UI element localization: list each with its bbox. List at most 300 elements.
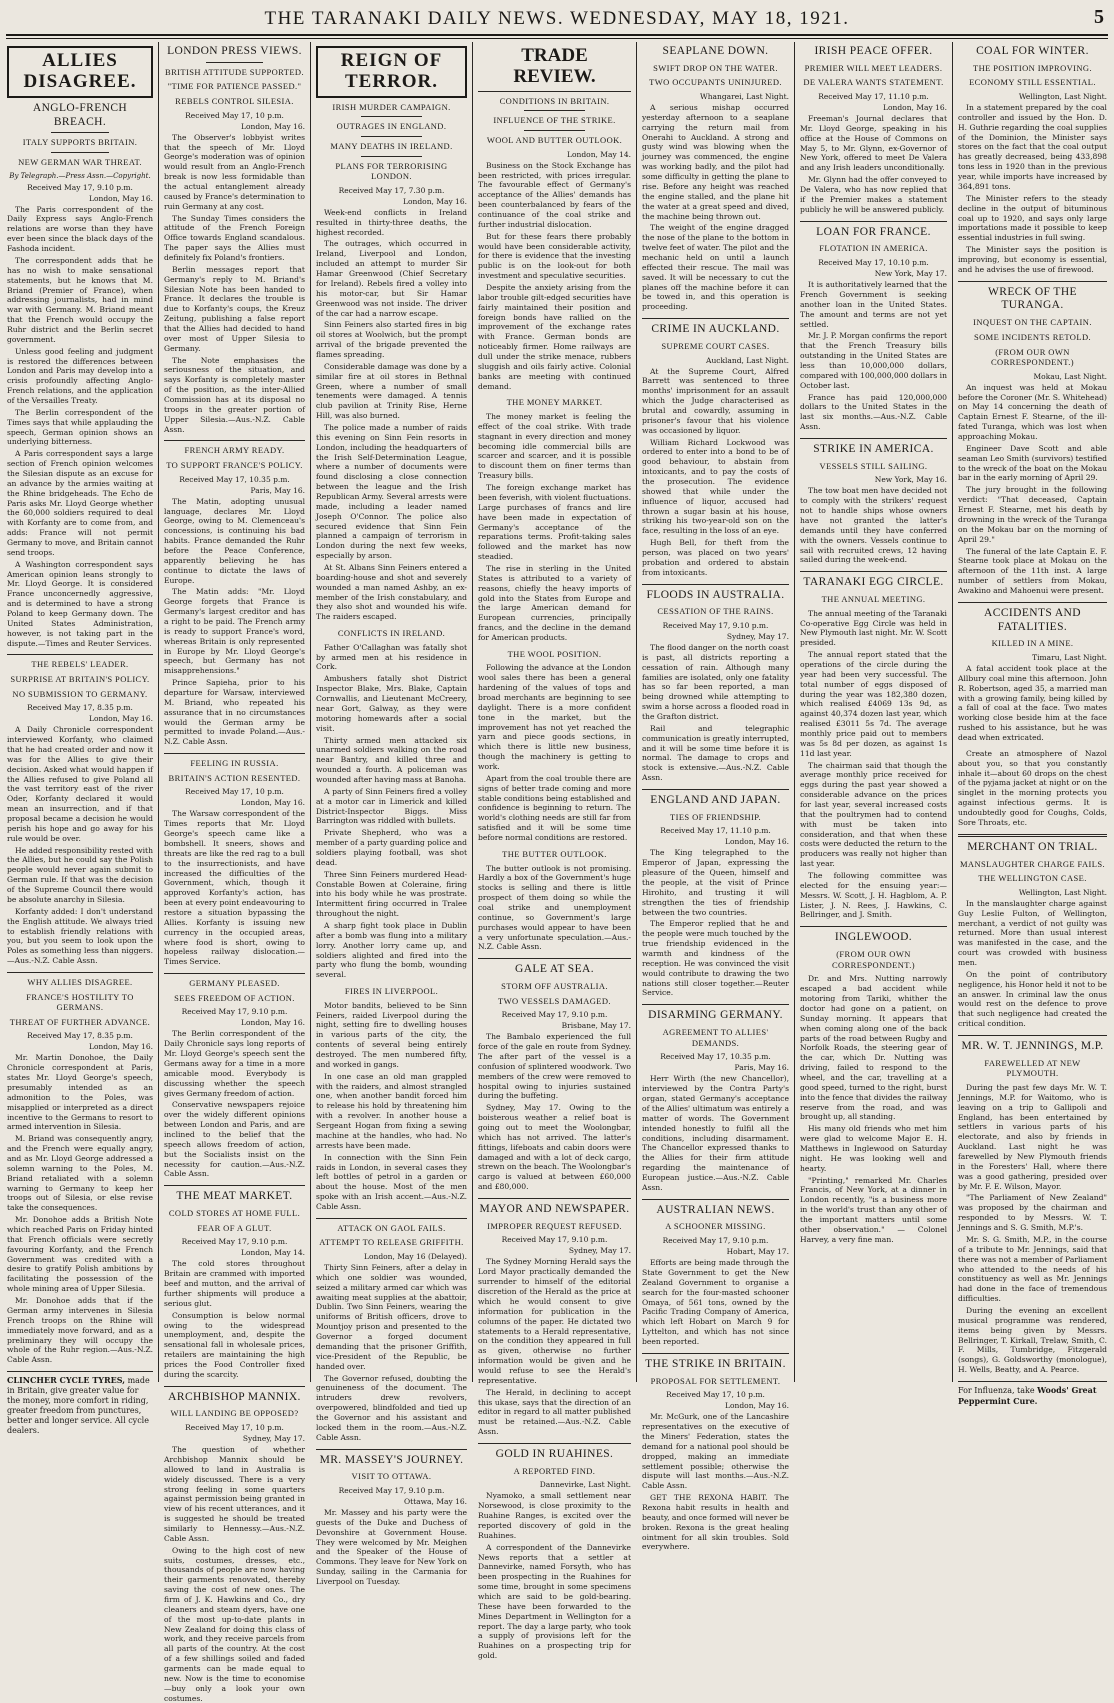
subheadline: FRANCE'S HOSTILITY TO GERMANS. [26,991,134,1013]
article-body [316,1263,467,1442]
article-strike-in-britain [642,1358,789,1552]
paragraph: A serious mishap occurred yesterday afternoon to a seaplane carrying the return mail from Onerahi to Auckland. A strong and gusty wind was blowing when the journey was commenced, the engine was working badly, and the pilot had some difficulty in getting the plane to rise. Before any height was reached the engine stalled, and the plane hit the water at a great speed and dived, the machine being thrown out. [642,103,789,221]
paragraph: During the evening an excellent musical programme was rendered, items being given by Messrs. Bellringer, T. Kirkall, Trelaw, Smith, C. F. Mills, Tumbridge, Fitzgerald (songs), G. Goldsworthy (monologue), H. Wells, Beatty, and A. Pearce. [958,1305,1107,1375]
headline: TARANAKI EGG CIRCLE. [803,576,944,589]
article-fires-in-liverpool [316,986,467,1212]
paragraph: Mr. Donohoe adds that if the German army intervenes in Silesia French troops on the Rhine will immediately move forward, and as a preliminary they will occupy the whole of the Ruhr region.—Aus.-N.Z. Cable Assn. [7,1296,153,1365]
paragraph: The Herald, in declining to accept this ukase, says that the direction of an editor in regard to all matter published must be retained.—Aus.-N.Z. Cable Assn. [478,1387,631,1437]
subheadline: A REPORTED FIND. [513,1465,596,1476]
paragraph: Despite the anxiety arising from the labor trouble gilt-edged securities have fairly maintained their position and foreign bonds have rallied on the improvement of the exchange rates with France. German bonds are noticeably firmer. Home railways are dull under the strike menace, rubbers sluggish and oils fairly active. Colonial banks are meeting with continued demand. [478,282,631,391]
paragraph: On the point of contributory negligence, his Honor held it not to be an answer. In criminal law the onus would rest on the defence to prove that such negligence had created the critical condition. [958,969,1107,1029]
headline: GALE AT SEA. [514,963,595,976]
article-body [958,103,1107,275]
divider [642,1004,789,1005]
paragraph: Following the advance at the London wool sales there has been a general hardening of the values of tops and broad merchants are beginning to see daylight. There is a more confident tone in the market, but the improvement has not yet reached the yarn and piece goods sections, in which there is little new business, though the machinery is getting to work. [478,663,631,772]
headline: GOLD IN RUAHINES. [495,1447,614,1460]
paragraph: The question of whether Archbishop Mannix should be allowed to land in Australia is widely discussed. There is a very strong feeling in some quarters against permission being granted in view of his recent utterances, and it is suggested he should be treated similarly to Hennessy.—Aus.-N.Z. Cable Assn. [164,1445,305,1543]
newspaper-title: THE TARANAKI DAILY NEWS. WEDNESDAY, MAY 18, 1921. [264,8,850,29]
paragraph: In the manslaughter charge against Guy Leslie Fulton, of Wellington, merchant, a verdict of not guilty was returned. More than usual interest was manifested in the case, and the court was crowded with business men. [958,898,1107,967]
subheadline: VESSELS STILL SAILING. [819,460,928,471]
divider [642,1353,789,1354]
article-gold-in-ruahines [478,1448,631,1661]
headline: DISARMING GERMANY. [648,1009,783,1022]
masthead-rule [6,38,1108,39]
paragraph: The Paris correspondent of the Daily Express says Anglo-French relations are worse than they have ever been since the black days of the Fashoda incident. [7,204,153,254]
paragraph: A Washington correspondent says American opinion leans strongly to Mr. Lloyd George. It is considered France unconcernedly aggressive, and is determined to have a strong Poland to keep Germany down. The United States Administration, however, is not taking part in the dispute.—Times and Reuter Services. [7,559,153,648]
dateline: Sydney, May 17. [726,631,789,641]
column-6 [794,42,952,1382]
paragraph: Mr. Donohoe adds a British Note which reached Paris on Friday hinted that French officials were secretly favouring Korfanty, and the French Government was credited with a desire to gratify Polish ambitions by facilitating the possession of the whole mining area of Upper Silesia. [7,1215,153,1294]
divider [800,221,947,222]
dateline: London, May 14. [567,149,631,159]
article-body [164,1445,305,1703]
paragraph: But for these fears there probably would have been considerable activity, for there is evidence that the investing public is on the look-out for both investment and speculative securities. [478,231,631,281]
headline: LONDON PRESS VIEWS. [167,45,302,57]
page-number: 5 [1094,6,1104,28]
dateline: Brisbane, May 17. [561,1021,631,1031]
paragraph: Private Shepherd, who was a member of a party guarding police and soldiers playing football, was shot dead. [316,828,467,867]
article-meat-market [164,1190,305,1379]
divider [316,1218,467,1219]
article-coal-for-winter [958,45,1107,275]
headline: STRIKE IN AMERICA. [813,442,934,455]
paragraph: The rise in sterling in the United States is attributed to a variety of reasons, chiefly the heavy imports of gold into the States from Europe and the large American demand for European currencies, principally francs, and the decline in the demand for American products. [478,563,631,642]
article-floods-in-australia [642,589,789,783]
headline: GERMANY PLEASED. [189,978,280,989]
subheadline: PREMIER WILL MEET LEADERS. [804,62,943,73]
subheadline: SURPRISE AT BRITAIN'S POLICY. [10,674,150,685]
received-line: Received May 17, 10 p.m. [185,787,284,797]
subheadline: PROPOSAL FOR SETTLEMENT. [650,1375,781,1386]
paragraph: A correspondent of the Dannevirke News reports that a settler at Dannevirke, named Forsyth, who has been prospecting in the Ruahines for some time, brought in some specimens which are said to be gold-bearing. These have been forwarded to the Mines Department in Wellington for a report. The day a large party, who took a supply of provisions left for the Ruahines on a prospecting trip for gold. [478,1542,631,1661]
paragraph: The Minister refers to the steady decline in the output of bituminous coal up to 1920, and says only large importations made it possible to keep essential industries in full swing. [958,193,1107,243]
paragraph: Mr. McGurk, one of the Lancashire representatives on the executive of the Miners' Federation, states the demand for a national pool should be dropped, making an immediate settlement possible; otherwise the dispute will last months.—Aus.-N.Z. Cable Assn. [642,1412,789,1491]
headline: INGLEWOOD. [834,931,913,944]
article-wool-position [478,649,631,843]
headline: ALLIES DISAGREE. [7,46,153,98]
headline: THE MEAT MARKET. [176,1190,293,1203]
article-crime-in-auckland [642,323,789,577]
received-line: Received May 17, 10.10 p.m. [818,258,929,268]
paragraph: France has paid 120,000,000 dollars to the United States in the last six months.—Aus.-N.Z. Cable Assn. [800,392,947,432]
received-line: Received May 17, 9.10 p.m. [662,620,769,630]
subheadline: SUPREME COURT CASES. [661,340,770,351]
divider [164,753,305,754]
article-rebels-leader [7,659,153,966]
subheadline: ITALY SUPPORTS BRITAIN. [22,137,138,148]
divider [478,958,631,959]
article-body [164,809,305,967]
divider [800,571,947,572]
headline: REIGN OF TERROR. [316,46,467,98]
paragraph: Father O'Callaghan was fatally shot by armed men at his residence in Cork. [316,642,467,672]
headline: THE MONEY MARKET. [506,397,603,408]
dateline: Sydney, May 17. [568,1246,631,1256]
article-body [316,208,467,622]
article-body [642,103,789,312]
received-line: Received May 17, 9.10 p.m. [27,182,133,192]
article-body [958,1083,1107,1375]
dateline: Hobart, May 17. [726,1247,789,1257]
paragraph: The Sydney Morning Herald says the Lord Mayor practically demanded the surrender to himself of the editorial discretion of the Herald as the price at which he would consent to give information for publication in the columns of the paper. He dictated two statements to a Herald representative, on the condition they appeared in full as given, otherwise no further information would be given and he would refuse to see the Herald's representative. [478,1257,631,1385]
subheadline: NEW GERMAN WAR THREAT. [18,157,142,167]
subheadline: CESSATION OF THE RAINS. [657,606,774,617]
subheadline: THE WELLINGTON CASE. [978,873,1087,884]
article-strike-in-america [800,443,947,565]
paragraph: The Governor refused, doubting the genuineness of the document. The intruders drew revolvers, overpowered, blindfolded and tied up the Governor and his assistant and locked them in the room.—Aus.-N.Z. Cable Assn. [316,1373,467,1442]
divider [958,834,1107,837]
paragraph: The annual report stated that the operations of the circle during the year had been very successful. The total number of eggs disposed of during the year was 182,380 dozen, which realised £4069 13s 9d, as against 40,374 dozen last year, which realised £3011 5s 7d. The average monthly price paid out to members was 5s 8d per dozen, as against 1s 11d last year. [800,650,947,758]
subheadline: PLANS FOR TERRORISING LONDON. [335,160,448,182]
divider [164,1386,305,1387]
dateline: London, May 16. [725,837,789,847]
headline: AUSTRALIAN NEWS. [656,1203,775,1216]
column-7 [952,42,1112,1406]
article-body [958,664,1107,743]
received-line: Received May 17, 10 p.m. [185,110,284,120]
subheadline: TWO VESSELS DAMAGED. [498,995,611,1006]
paragraph: The Observer's lobbyist writes that the speech of Mr. Lloyd George's moderation was of opinion would result from an Anglo-French break is now less formidable than the actual entanglement already caused by France's determination to ruin Germany at any cost. [164,132,305,211]
paragraph: GET THE REXONA HABIT. The Rexona habit results in health and beauty, and once formed will never be broken. Rexona is the great healing ointment for all skin troubles. Sold everywhere. [642,1493,789,1552]
paragraph: The tow boat men have decided not to comply with the strikers' request not to handle ships whose owners have not granted the latter's demands until they have conferred with the owners. Vessels continue to sail with recruited crews, 12 having sailed during the week-end. [800,486,947,565]
divider [524,110,585,111]
divider [164,440,305,441]
paragraph: Conservative newspapers rejoice over the widely different opinions between London and Paris, and are inclined to the belief that the speech allows freedom of action, but the Socialists insist on the necessity for caution.—Aus.-N.Z. Cable Assn. [164,1100,305,1179]
paragraph: Ambushers fatally shot District Inspector Blake, Mrs. Blake, Captain Cornwallis, and Lieutenant McCreery, near Gort, Galway, as they were motoring homewards after a social visit. [316,674,467,733]
paragraph: The Matin, adopting unusual language, declares Mr. Lloyd George, owing to M. Clemenceau's concessions, is continuing his bad habits. France demanded the Ruhr before the Peace Conference, apparently believing he has continue to dictate the laws of Europe. [164,496,305,585]
column-4 [472,42,636,1661]
article-allies-disagree [7,46,153,648]
byline: By Telegraph.—Press Assn.—Copyright. [9,171,151,180]
article-taranaki-egg-circle [800,576,947,920]
article-body [642,643,789,783]
paragraph: Mr. Glynn had the offer conveyed to De Valera, who has now replied that if the Premier makes a statement publicly he will be answered publicly. [800,175,947,214]
subheadline: "TIME FOR PATIENCE PASSED." [167,81,302,92]
paragraph: The Warsaw correspondent of the Times reports that Mr. Lloyd George's speech came like a bombshell. It sneers, shows and threats are like the red rag to a bull to the insurrectionists, and have increased the difficulties of the Government, which, though it approved Korfanty's action, has been at every point endeavouring to restore a situation bypassing the Allies. Korfanty is issuing new currency in the occupied areas, where food is short, owing to hopeless railway dislocation.—Times Service. [164,809,305,967]
received-line: Received May 17, 9.10 p.m. [501,1010,608,1020]
subheadline: TIES OF FRIENDSHIP. [670,811,761,822]
headline: TRADE REVIEW. [478,46,631,92]
article-body [478,1257,631,1436]
paragraph: Week-end conflicts in Ireland resulted in thirty-three deaths, the highest recorded. [316,207,467,237]
subheadline: MANSLAUGHTER CHARGE FAILS. [959,858,1106,869]
paragraph: Mr. Martin Donohoe, the Daily Chronicle correspondent at Paris, states Mr. Lloyd George's speech, presumably intended as an admonition to the Poles, was misapplied or interpreted as a direct incentive to the Germans to resort to armed intervention in Silesia. [7,1053,153,1132]
paragraph: Dr. and Mrs. Nutting narrowly escaped a bad accident while motoring from Tariki, whither the doctor had gone on a patient, on Sunday morning. It appears that when coming along one of the back parts of the road between Rugby and Norfolk Roads, the steering gear of the car, which Dr. Nutting was driving, failed to respond to the wheel, and the car, travelling at a good speed, turned to the right, burst into the fence that divides the railway reserve from the road, and was brought up, all standing. [800,974,947,1122]
article-wreck-of-turanga [958,286,1107,596]
dateline: London, May 16 (Delayed). [364,1252,467,1262]
subheadline: FEAR OF A GLUT. [197,1222,272,1233]
ad-brand: CLINCHER CYCLE TYRES, [7,1375,126,1386]
paragraph: The Emperor replied that he and the people were much touched by the true friendship evidenced in the warmth and kindness of the reception. He was convinced the visit would contribute to drawing the two nations still closer together.—Reuter Service. [642,919,789,998]
subheadline: (FROM OUR OWN CORRESPONDENT.) [990,346,1075,368]
ad-text: made in Britain, give greater value for the money, more comfort in riding, greater freedom from punctures, better and longer service. All cycle dealers. [7,1376,150,1436]
column-5 [636,42,794,1552]
article-body [800,114,947,215]
article-massey-journey [316,1454,467,1587]
article-inglewood [800,931,947,1244]
headline: FIRES IN LIVERPOOL. [344,986,439,997]
received-line: Received May 17, 9.10 p.m. [501,1235,608,1245]
subheadline: THE POSITION IMPROVING. [973,62,1092,73]
headline: ARCHBISHOP MANNIX. [168,1390,301,1403]
paragraph: The police made a number of raids this evening on Sinn Fein resorts in London, including the headquarters of the Irish Self-Determination League, where a number of documents were found disclosing a close connection between the league and the Irish Republican Army. Several arrests were made, including a leader named Joseph O'Connor. The police also secured evidence that Sinn Fein planned a campaign of terrorism in London during the next few weeks, especially by arson. [316,422,467,561]
subheadline: FAREWELLED AT NEW PLYMOUTH. [984,1057,1081,1079]
paragraph: Prince Sapieha, prior to his departure for Warsaw, interviewed M. Briand, who repeated his assurance that in no circumstances would the German army be permitted to invade Poland.—Aus.-N.Z. Cable Assn. [164,678,305,747]
subheadline: WILL LANDING BE OPPOSED? [170,1408,299,1419]
dateline: Mokau, Last Night. [1033,371,1107,381]
divider [958,281,1107,282]
divider [642,318,789,319]
dateline: Paris, May 16. [250,485,305,495]
dateline: New York, May 16. [874,475,947,485]
dateline: London, May 14. [241,1248,305,1258]
paragraph: Thirty armed men attacked six unarmed soldiers walking on the road near Bantry, and killed three and wounded a fourth. A policeman was wounded after having mass at Banoha. [316,735,467,784]
divider [206,62,262,63]
subheadline: OUTRAGES IN ENGLAND. [336,121,447,132]
subheadline: STORM OFF AUSTRALIA. [501,981,608,992]
paragraph: William Richard Lockwood was ordered to enter into a bond to be of good behaviour, to abstain from intoxicants, and to pay the costs of the prosecution. The evidence showed that while under the influence of liquor, accused had thrown a sugar basin at his house, striking his two-year-old son on the face, resulting in the loss of an eye. [642,437,789,536]
paragraph: The Matin adds: "Mr. Lloyd George forgets that France is Germany's largest creditor and has a right to be paid. The French army is ready to support France's word, whereas Britain is only represented in Europe by Mr. Lloyd George's speech, but Germany has not misapprehensions." [164,587,305,676]
divider [7,654,153,655]
paragraph: The correspondent adds that he has no wish to make sensational statements, but he knows that M. Briand (Premier of France), when addressing journalists, had in mind war with Germany. M. Briand meant that the French would occupy the Ruhr district and the Berlin secret government. [7,255,153,344]
subheadline: DE VALERA WANTS STATEMENT. [803,77,944,88]
paragraph: The Minister says the position is improving, but economy is essential, and he advises the use of firewood. [958,245,1107,274]
subheadline: WOOL AND BUTTER OUTLOOK. [486,135,623,146]
paragraph: Thirty Sinn Feiners, after a delay in which one soldier was wounded, seized a military armed car which was awaiting meat supplies at the abattoir, Dublin. Two Sinn Feiners, wearing the uniforms of British officers, drove to Mountjoy prison and presented to the Governor a forged document demanding that the prisoner Griffith, vice-President of the Republic, be handed over. [316,1263,467,1371]
received-line: Received May 17, 10.35 p.m. [660,1052,771,1062]
divider [7,972,153,973]
subheadline: IRISH MURDER CAMPAIGN. [332,101,451,112]
article-body [164,1259,305,1379]
paragraph: Mr. Massey and his party were the guests of the Duke and Duchess of Devonshire at Government House. They were welcomed by Mr. Meighen and the Speaker of the House of Commons. They leave for New York on Sunday, sailing in the Carmania for Liverpool on Tuesday. [316,1507,467,1586]
divider [51,152,109,153]
masthead [6,2,1108,36]
article-body [642,367,789,578]
received-line: Received May 17, 8.35 p.m. [27,1031,133,1041]
subheadline: FLOTATION IN AMERICA. [819,243,928,254]
dateline: London, May 16. [403,196,467,206]
paragraph: Considerable damage was done by a similar fire at oil stores in Bethnal Green, where a number of small tenements were damaged. A tennis club pavilion at Trinity Rise, Herne Hill, was also burned. [316,361,467,421]
headline: THE REBELS' LEADER. [31,659,129,670]
paragraph: A sharp fight took place in Dublin after a bomb was flung into a military lorry. Another lorry came up, and soldiers alighted and fired into the party who flung the bomb, wounding several. [316,920,467,980]
paragraph: Engineer Dave Scott and able seaman Leo Smith (survivors) testified to the wreck of the boat on the Mokau bar in the early morning of April 29. [958,443,1107,483]
article-body [642,1258,789,1347]
dateline: Auckland, Last Night. [706,355,789,365]
column-1 [2,42,158,1436]
subheadline: TO SUPPORT FRANCE'S POLICY. [166,460,303,471]
subheadline: (FROM OUR OWN CORRESPONDENT.) [831,949,916,970]
headline: WRECK OF THE TURANGA. [988,285,1077,312]
subheadline: VISIT TO OTTAWA. [351,1471,432,1482]
paragraph: In connection with the Sinn Fein raids in London, in several cases they left bottles of petrol in a garden or about the house. Most of the men spoke with an Irish accent.—Aus.-N.Z. Cable Assn. [316,1152,467,1211]
article-body [478,864,631,953]
paragraph: The Berlin correspondent of the Times says that while applauding the speech, German opinion shows an underlying bitterness. [7,407,153,447]
article-gale-at-sea [478,963,631,1192]
subheadline: SOME INCIDENTS RETOLD. [973,331,1092,342]
article-trade-review [478,46,631,391]
article-seaplane-down [642,45,789,312]
paragraph: During the past few days Mr. W. T. Jennings, M.P. for Waitomo, who is leaving on a trip to Gallipoli and England, has been entertained by settlers in various parts of his electorate, and also by friends in Auckland. Last night he was farewelled by New Plymouth friends in the Foresters' Hall, where there was a good gathering, presided over by Mr. F. E. Wilson, Mayor. [958,1083,1107,1191]
received-line: Received May 17, 11.10 p.m. [818,92,929,102]
paragraph: Rail and telegraphic communication is greatly interrupted, and it will be some time before it is normal. The damage to crops and stock is extensive.—Aus.-N.Z. Cable Assn. [642,723,789,783]
paragraph: Herr Wirth (the new Chancellor), interviewed by the Contra Party's organ, stated Germany's acceptance of the Allies' ultimatum was entirely a matter of words. The Government intended honestly to fulfil all the conditions, including disarmament. The Chancellor expressed thanks to the Allies for their firm attitude regarding the maintenance of European justice.—Aus.-N.Z. Cable Assn. [642,1074,789,1192]
paragraph: At the Supreme Court, Alfred Barrett was sentenced to three months' imprisonment for an assault which the Judge characterised as brutal and cowardly, assuming in prisoner's favour that his violence was occasioned by liquor. [642,366,789,435]
article-body [642,848,789,998]
divider [800,438,947,439]
received-line: Received May 17, 8.35 p.m. [27,703,133,713]
advertisement-peppermint-cure [958,1381,1107,1407]
subheadline: SWIFT DROP ON THE WATER. [653,62,778,73]
article-body [316,1508,467,1587]
article-archbishop-mannix [164,1391,305,1703]
headline: FLOODS IN AUSTRALIA. [646,588,785,601]
article-disarming-germany [642,1009,789,1192]
article-body [958,383,1107,596]
subheadline: ECONOMY STILL ESSENTIAL. [969,77,1096,88]
article-body [800,280,947,432]
divider [361,156,421,157]
headline: LOAN FOR FRANCE. [816,225,931,238]
paragraph: Hugh Bell, for theft from the person, was placed on two years' probation and ordered to abstain from intoxicants. [642,538,789,577]
paragraph: The flood danger on the north coast is past, all districts reporting a cessation of rain. Although many families are isolated, only one fatality has so far been reported, a man being drowned while attempting to swim a horse across a flooded road in the Grafton district. [642,642,789,721]
paragraph: The following committee was elected for the ensuing year:—Messrs. W. Scott, J. H. Hagblom, A. P. Lister, J. N. Rees, J. Hawkins, C. Bellringer, and J. Smith. [800,871,947,920]
paragraph: A fatal accident took place at the Allbury coal mine this afternoon. John R. Robertson, aged 35, a married man with a growing family, being killed by a fall of coal at the face. Two mates working close beside him at the face rushed to his assistance, but he was dead when extricated. [958,664,1107,743]
paragraph: An inquest was held at Mokau before the Coroner (Mr. S. Whitehead) on May 14 concerning the death of Captain Ernest F. Stearne, of the ill-fated Turanga, which was lost when approaching Mokau. [958,382,1107,442]
paragraph: Freeman's Journal declares that Mr. Lloyd George, speaking in his office at the House of Commons on May 5, to Mr. Glynn, ex-Governor of New York, offered to meet De Valera and any Irish leaders unconditionally. [800,114,947,173]
article-body [958,899,1107,1029]
divider [478,1443,631,1444]
paragraph: A Paris correspondent says a large section of French opinion welcomes the Silesian dispute as an excuse for an advance by the armies waiting at the Rhine bridgeheads. The Echo de Paris asks Mr. Lloyd George whether the 60,000 soldiers required to deal with Korfanty are to come from, and adds: France will not permit Germany to move, and Britain cannot send troops. [7,449,153,557]
headline: MERCHANT ON TRIAL. [967,840,1098,853]
subheadline: MANY DEATHS IN IRELAND. [330,141,453,152]
article-feeling-in-russia [164,758,305,967]
paragraph: Mr. S. G. Smith, M.P., in the course of a tribute to Mr. Jennings, said that there was not a member of Parliament who attended to the needs of his constituency as well as Mr. Jennings had done in the face of tremendous difficulties. [958,1234,1107,1304]
article-australian-news [642,1204,789,1347]
divider [958,602,1107,603]
divider [642,789,789,790]
article-body [958,749,1107,828]
paragraph: His many old friends who met him were glad to welcome Major E. H. Matthews in Inglewood on Saturday night. He was looking well and hearty. [800,1124,947,1173]
article-body [7,205,153,649]
dateline: Sydney, May 17. [242,1434,305,1444]
headline: MR. W. T. JENNINGS, M.P. [961,1039,1104,1052]
article-french-army-ready [164,445,305,747]
paragraph: Three Sinn Feiners murdered Head-Constable Bowen at Coleraine, firing into his body while he was prostrate. Intermittent firing occurred in Tralee throughout the night. [316,869,467,919]
divider [361,116,421,117]
headline: CRIME IN AUCKLAND. [651,323,780,336]
subheadline: COLD STORES AT HOME FULL. [168,1208,301,1219]
dateline: Paris, May 16. [734,1063,789,1073]
paragraph: The chairman said that though the average monthly price received for eggs during the past year showed a considerable advance on the prices for last year, several increased costs that the poultrymen had to contend with must be taken into consideration, and that when these costs were deducted the return to the producers was really not higher than last year. [800,760,947,869]
article-body [164,1029,305,1179]
dateline: London, May 16. [241,121,305,131]
paragraph: The butter outlook is not promising. Hardly a box of the Government's huge stocks is selling and there is little prospect of them doing so while the coal strike and unemployment continue, so Government's large purchases would appear to have been a very unfortunate speculation.—Aus.-N.Z. Cable Assn. [478,863,631,952]
article-body [800,486,947,565]
article-germany-pleased [164,978,305,1179]
divider [478,1198,631,1199]
received-line: Received May 17, 9.10 p.m. [338,1485,445,1495]
paragraph: The Sunday Times considers the attitude of the French Foreign Office towards England scandalous. The paper says the Allies must definitely fix Poland's frontiers. [164,213,305,262]
dateline: Timaru, Last Night. [1032,653,1107,663]
headline: THE STRIKE IN BRITAIN. [645,1357,786,1370]
subheadline: NO SUBMISSION TO GERMANY. [12,688,148,699]
article-london-press-views [164,45,305,434]
paragraph: Business on the Stock Exchange has been restricted, with prices irregular. The favourable effect of Germany's acceptance of the Allies' demands has been counterbalanced by fears of the continuance of the coal strike and further industrial dislocation. [478,160,631,229]
paragraph: The jury brought in the following verdict: "That deceased, Captain Ernest F. Stearne, met his death by drowning in the wreck of the Turanga on the Mokau bar on the morning of April 29." [958,485,1107,544]
article-accidents-and-fatalities [958,607,1107,743]
dateline: London, May 16. [883,103,947,113]
paragraph: The outrages, which occurred in Ireland, Liverpool and London, included an attempt to murder Sir Hamar Greenwood (Chief Secretary for Ireland). Rebels fired a volley into his motor-car, but Sir Hamar Greenwood was not inside. The driver of the car had a narrow escape. [316,239,467,318]
received-line: Received May 17, 11.10 p.m. [660,826,771,836]
subheadline: REBELS CONTROL SILESIA. [175,96,294,107]
received-line: Received May 17, 10 p.m. [185,1423,284,1433]
article-body [478,663,631,842]
article-england-and-japan [642,794,789,998]
ad-brand: Woods' Great Peppermint Cure. [958,1384,1097,1406]
subheadline: BRITISH ATTITUDE SUPPORTED. [165,66,304,77]
article-conflicts-in-ireland [316,628,467,980]
headline: SEAPLANE DOWN. [662,45,769,57]
paragraph: At St. Albans Sinn Feiners entered a boarding-house and shot and severely wounded a man named Ashby, an ex-member of the Irish constabulary, and they also shot and wounded his wife. The raiders escaped. [316,562,467,622]
paragraph: M. Briand was consequently angry, and the French were equally angry, and as Mr. Lloyd George addressed a solemn warning to the Poles, M. Briand retaliated with a solemn warning to Germany to keep her troops out of Silesia, or else revise take the consequences. [7,1134,153,1213]
paragraph: Berlin messages report that Germany's reply to M. Briand's Silesian Note has been handed to France. It declares the trouble is due to Korfanty's coups, the Kreuz Zeitung, publishing a false report that the Allies had decided to hand over most of Upper Silesia to Germany. [164,264,305,353]
received-line: Received May 17, 10.35 p.m. [179,474,290,484]
article-mayor-and-newspaper [478,1203,631,1437]
article-irish-peace-offer [800,45,947,215]
article-body [478,1032,631,1192]
column-3 [310,42,472,1586]
subheadline: AGREEMENT TO ALLIES' DEMANDS. [662,1027,769,1048]
divider [800,926,947,927]
dateline: New York, May 17. [874,269,947,279]
headline: FRENCH ARMY READY. [184,445,285,456]
received-line: Received May 17, 7.30 p.m. [338,185,445,195]
divider [524,130,585,131]
divider [316,1449,467,1450]
headline: CONFLICTS IN IRELAND. [337,628,446,639]
subheadline: A SCHOONER MISSING. [665,1221,766,1232]
paragraph: Mr. J. P. Morgan confirms the report that the French Treasury bills outstanding in the United States are less than 10,000,000 dollars, compared with 100,000,000 dollars in October last. [800,331,947,390]
paragraph: The funeral of the late Captain E. F. Stearne took place at Mokau on the afternoon of the 11th inst. A large number of settlers from Mokau, Awakino and Mahoenui were present. [958,546,1107,595]
headline: ACCIDENTS AND FATALITIES. [984,606,1081,633]
subheadline: THREAT OF FURTHER ADVANCE. [9,1016,151,1027]
paragraph: The annual meeting of the Taranaki Co-operative Egg Circle was held in New Plymouth last night. Mr. W. Scott presided. [800,608,948,648]
dateline: Whangarei, Last Night. [700,92,789,102]
paragraph: Efforts are being made through the State Government to get the New Zealand Government to organise a search for the four-masted schooner Omaya, of 561 tons, owned by the Pacific Trading Company of America, which left Hobart on March 9 for Lyttelton, and which has not since been reported. [642,1258,789,1346]
paragraph: It is authoritatively learned that the French Government is seeking another loan in the United States. The amount and terms are not yet settled. [800,280,947,329]
paragraph: Korfanty added: I don't understand the English attitude. We always tried to establish friendly relations with you, but you seem to look upon the Poles as something less than niggers.—Aus.-N.Z. Cable Assn. [7,906,153,966]
headline: MAYOR AND NEWSPAPER. [479,1203,630,1216]
article-body [800,609,947,921]
article-body [478,1491,631,1661]
paragraph: A Daily Chronicle correspondent interviewed Korfanty, who claimed that he had created order and now it was for the Allies to give their decision. Asked what would happen if the Allies refused to give Poland all the vast territory east of the river Oder, Korfanty declared it would mean an insurrection, and if that proposal became a decision he would perish his hope and go away for his rule would be over. [7,725,153,843]
paragraph: Sydney, May 17. Owing to the boisterous weather a relief boat is going out to meet the Woolongbar, which has not arrived. The latter's fittings, lifeboats and cabin doors were damaged and with a lot of deck cargo, strewn on the beach. The Woolongbar's cargo is valued at between £60,000 and £80,000. [478,1103,631,1192]
divider [642,1199,789,1200]
dateline: London, May 16. [89,1042,153,1052]
dateline: Dannevirke, Last Night. [539,1480,631,1490]
article-body [800,974,947,1244]
article-body [478,412,631,643]
article-jennings-farewell [958,1040,1107,1375]
paragraph: He added responsibility rested with the Allies, but he could say the Polish people would never again submit to German rule. If that was the decision of the Supreme Council there would be absolute anarchy in Silesia. [7,845,153,904]
subheadline: THE ANNUAL MEETING. [821,594,926,605]
advertisement-nazol [958,749,1107,828]
paragraph: Consumption is below normal owing to the widespread unemployment, and, despite the sensational fall in wholesale prices, retailers are maintaining the high prices the Food Controller fixed during the scarcity. [164,1310,305,1379]
subheadline: SEES FREEDOM OF ACTION. [174,992,295,1003]
subheadline: ATTEMPT TO RELEASE GRIFFITH. [319,1237,464,1248]
article-body [7,725,153,966]
headline: THE WOOL POSITION. [507,648,602,659]
